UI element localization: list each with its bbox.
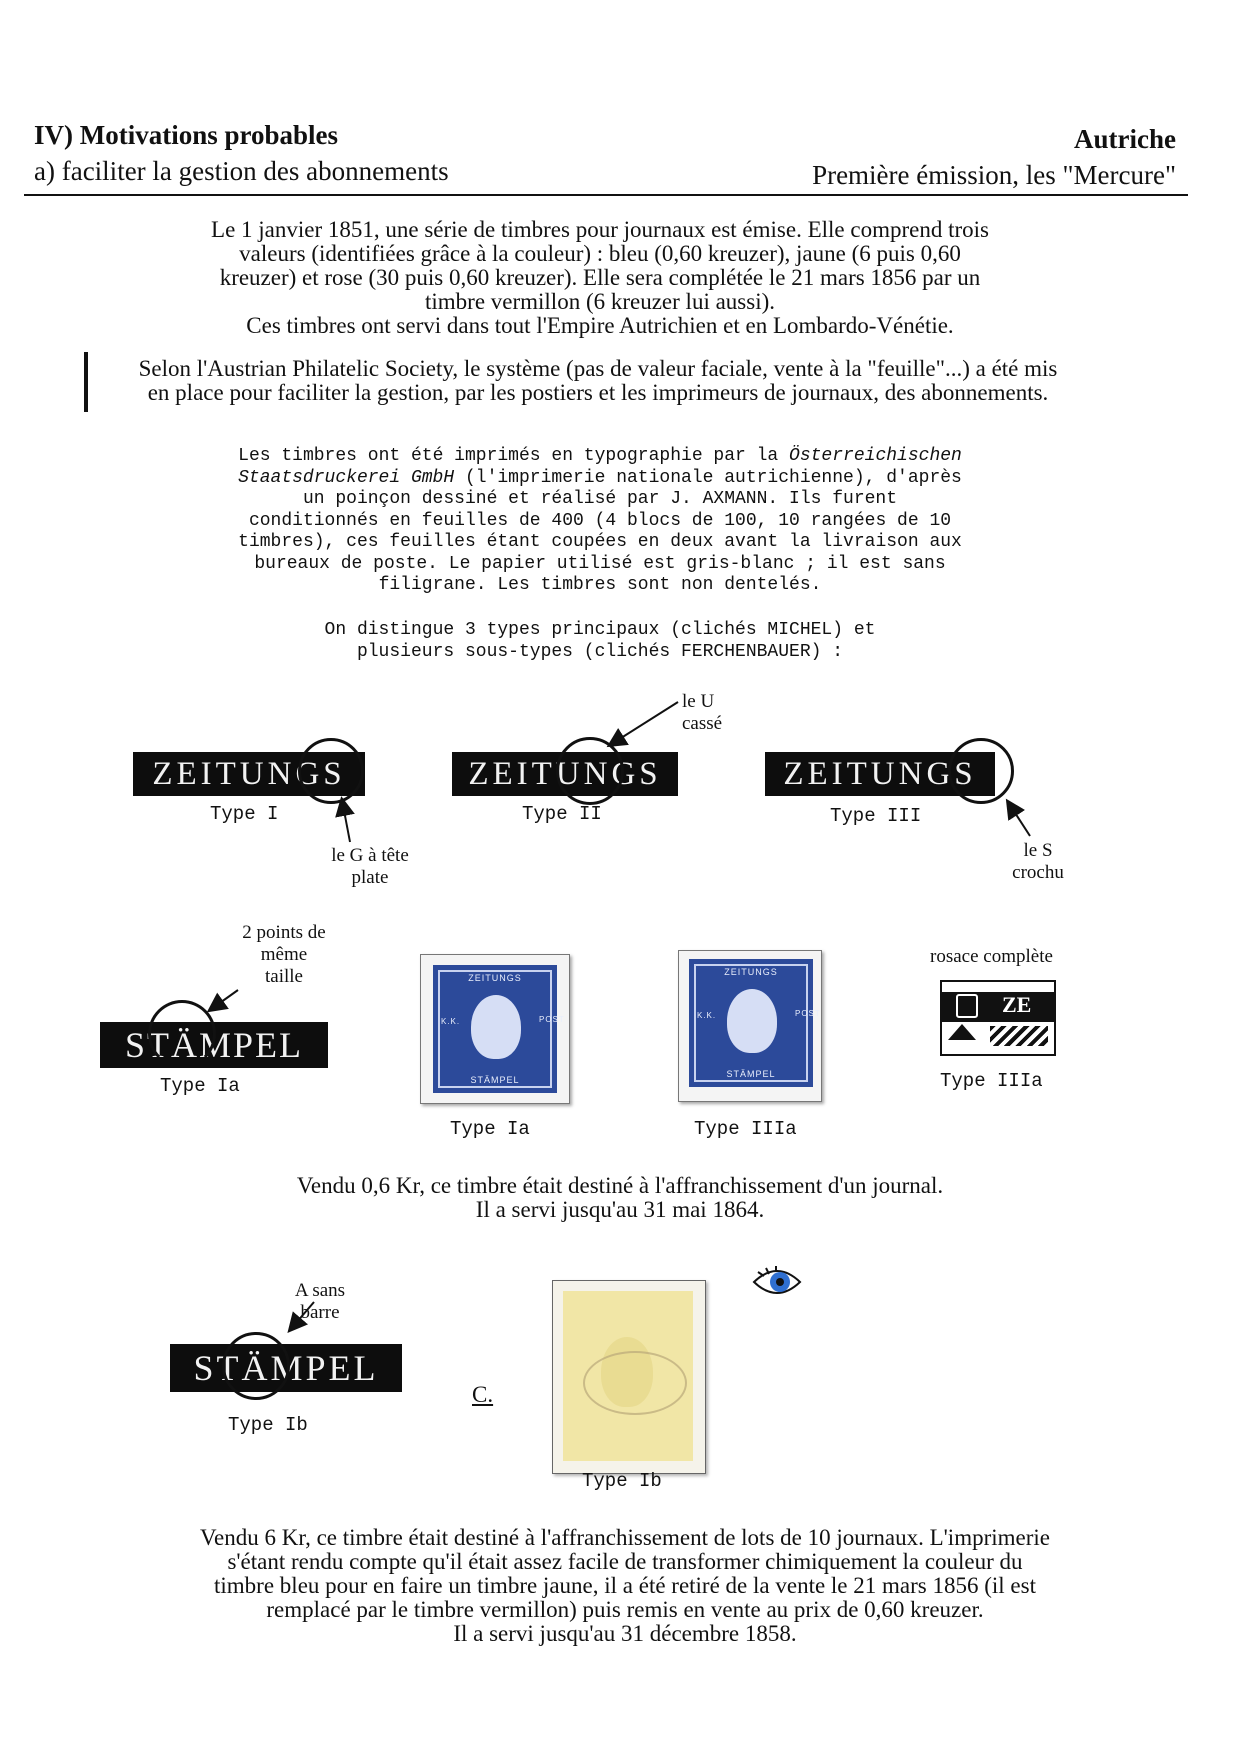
rosace-label: Type IIIa [940,1070,1043,1092]
print-line: conditionnés en feuilles de 400 (4 blocs de 100, 10 rangées de 10 [248,510,952,531]
note-line: taille [265,966,303,987]
stamp-top-text: ZEITUNGS [724,967,778,977]
stamp-left-text: K.K. [441,1017,461,1026]
type-ia-note [224,922,344,988]
print-line: filigrane. Les timbres sont non dentelés. [378,575,822,595]
caption-line: Vendu 0,6 Kr, ce timbre était destiné à l'affranchissement d'un journal. [296,1173,944,1198]
print-text: Les timbres ont été imprimés en typographie par la [238,446,790,466]
note-line: 2 points de [242,922,326,943]
type-ia-banner-label: Type Ia [160,1075,240,1097]
type-i-banner: ZEITUNGS [133,752,365,796]
type-ib-banner-label: Type Ib [228,1414,308,1436]
quote-line: Selon l'Austrian Philatelic Society, le système (pas de valeur faciale, vente à la "feuille"...) a été mis [138,356,1058,381]
stamp-top-text: ZEITUNGS [468,973,522,983]
types-intro-line: plusieurs sous-types (clichés FERCHENBAUER) : [356,641,844,662]
print-line: bureaux de poste. Le papier utilisé est gris-blanc ; il est sans [254,553,946,574]
rosace-note: rosace complète [930,946,1053,967]
types-intro-line: On distingue 3 types principaux (clichés MICHEL) et [324,620,876,640]
blue-caption [200,1174,1040,1222]
type-iii-label: Type III [830,805,922,827]
caption-line: Il a servi jusqu'au 31 mai 1864. [475,1197,765,1222]
print-line: timbres), ces feuilles étant coupées en deux avant la livraison aux [238,532,962,552]
type-iii-banner: ZEITUNGS [765,752,995,796]
type-ia-highlight-ring [148,1000,216,1068]
stamp-bottom-text: STÄMPEL [470,1075,520,1085]
type-ia-banner: STÄMPEL [100,1022,328,1068]
stamp-right-text: POST [539,1015,565,1024]
caption-line: Vendu 6 Kr, ce timbre était destiné à l'affranchissement de lots de 10 journaux. L'imprimerie [199,1525,1050,1550]
caption-line: remplacé par le timbre vermillon) puis remis en vente au prix de 0,60 kreuzer. [266,1597,984,1622]
type-ii-label: Type II [522,803,602,825]
rosace-detail-image [940,980,1056,1056]
note-line: barre [300,1302,340,1323]
stamp-ia-face [433,965,565,1093]
stamp-ia-image [420,954,570,1104]
note-line: plate [351,867,389,888]
type-ib-highlight-ring [222,1332,290,1400]
eye-icon[interactable] [752,1266,802,1298]
yellow-caption [150,1526,1100,1646]
intro-line: Le 1 janvier 1851, une série de timbres pour journaux est émise. Elle comprend trois [211,217,989,242]
section-title: IV) Motivations probables [34,120,339,150]
stamp-iiia-face [689,959,821,1087]
stamp-ib-image [552,1280,706,1474]
caption-line: timbre bleu pour en faire un timbre jaune, il a été retiré de la vente le 21 mars 1856 (il est [214,1573,1036,1598]
stamp-iiia-label: Type IIIa [694,1118,797,1140]
caption-line: Il a servi jusqu'au 31 décembre 1858. [453,1621,797,1646]
printer-name: Österreichischen [789,446,962,466]
issue-subtitle: Première émission, les "Mercure" [812,160,1176,190]
arrow-type-i [342,800,350,842]
type-ii-banner: ZEITUNGS [452,752,678,796]
section-subtitle: a) faciliter la gestion des abonnements [34,156,449,186]
intro-line: Ces timbres ont servi dans tout l'Empire Autrichien et en Lombardo-Vénétie. [246,313,954,338]
print-line: un poinçon dessiné et réalisé par J. AXMANN. Ils furent [302,489,898,509]
rosace-icon [956,994,978,1018]
note-line: le S [1023,840,1053,861]
intro-line: kreuzer) et rose (30 puis 0,60 kreuzer). Elle sera complétée le 21 mars 1856 par un [219,265,981,290]
reference-link[interactable]: C. [472,1382,494,1407]
note-line: même [260,944,308,965]
note-line: le G à tête [331,845,409,866]
quote-line: en place pour faciliter la gestion, par les postiers et les imprimeurs de journaux, des abonnements. [147,380,1049,405]
stamp-ia-label: Type Ia [450,1118,530,1140]
type-ib-note [280,1280,360,1324]
stamp-ib-label: Type Ib [582,1470,662,1492]
stamp-right-text: POST [795,1009,821,1018]
intro-line: timbre vermillon (6 kreuzer lui aussi). [424,289,775,314]
stamp-iiia-image [678,950,822,1102]
type-ib-banner: STÄMPEL [170,1344,402,1392]
note-line: cassé [682,713,723,734]
print-text: (l'imprimerie nationale autrichienne), d'après [454,467,962,488]
up-arrow-icon [948,1024,976,1040]
postmark [583,1351,687,1415]
arrow-type-iii [1008,802,1030,836]
country-title: Autriche [1074,124,1176,154]
type-i-label: Type I [210,803,279,825]
intro-line: valeurs (identifiées grâce à la couleur) : bleu (0,60 kreuzer), jaune (6 puis 0,60 [239,241,961,266]
caption-line: s'étant rendu compte qu'il était assez facile de transformer chimiquement la couleur du [227,1549,1023,1574]
note-line: le U [682,691,715,712]
stamp-ib-face [563,1291,693,1461]
note-line: crochu [1012,862,1064,883]
arrow-type-ii [610,702,678,745]
mercury-head [727,989,777,1053]
note-line: A sans [294,1280,346,1301]
printer-name: Staatsdruckerei GmbH [238,467,455,488]
mercury-head [471,995,521,1059]
rosace-fragment: ZE [1002,992,1032,1017]
stamp-bottom-text: STÄMPEL [726,1069,776,1079]
stamp-left-text: K.K. [697,1011,717,1020]
arrow-type-ia [210,990,238,1010]
